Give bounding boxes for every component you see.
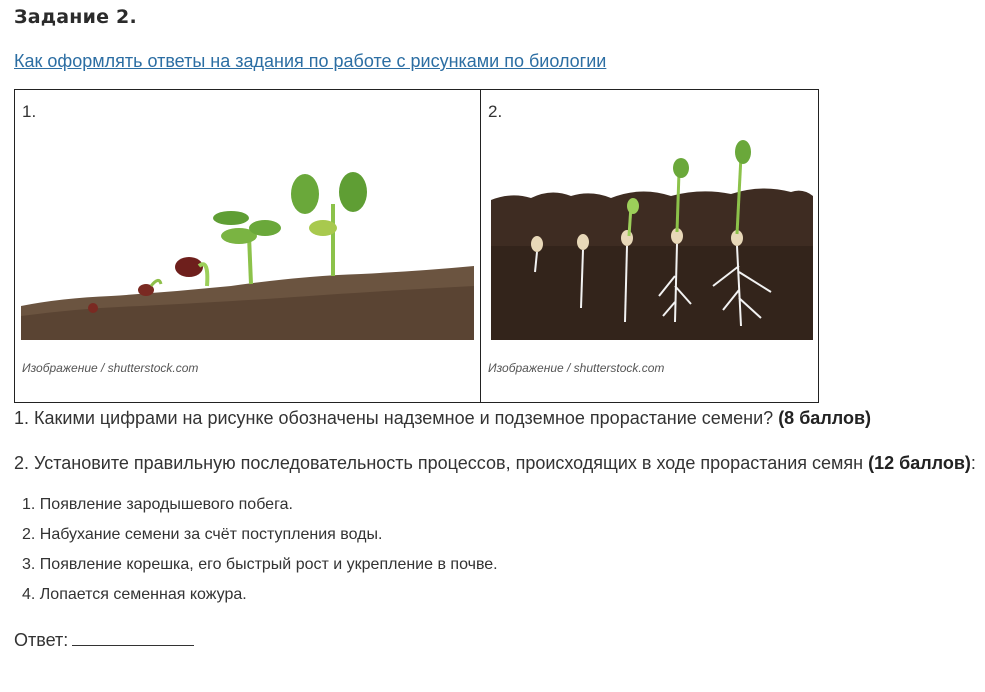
list-item: 4. Лопается семенная кожура.	[22, 586, 247, 603]
list-item: 3. Появление корешка, его быстрый рост и укрепление в почве.	[22, 556, 498, 573]
image-number: 2.	[488, 102, 503, 121]
answer-label: Ответ:	[14, 630, 69, 650]
question-text: 2. Установите правильную последовательность процессов, происходящих в ходе прорастания семян	[14, 453, 869, 473]
question-2	[14, 453, 976, 474]
question-points: (8 баллов)	[778, 408, 872, 428]
answer-blank-line[interactable]	[72, 627, 194, 646]
task-title: Задание 2.	[14, 6, 137, 28]
epigeal-germination-photo	[21, 126, 474, 340]
hypogeal-germination-photo	[491, 126, 813, 340]
question-suffix: :	[970, 453, 976, 473]
question-points: (12 баллов)	[868, 453, 971, 473]
question-text: 1. Какими цифрами на рисунке обозначены надземное и подземное прорастание семени?	[14, 408, 779, 428]
image-cell-1	[15, 90, 481, 402]
process-options-list	[22, 495, 498, 615]
images-table	[14, 89, 819, 403]
help-link[interactable]: Как оформлять ответы на задания по работе с рисунками по биологии	[14, 51, 607, 71]
image-cell-2	[481, 90, 818, 402]
image-number: 1.	[22, 102, 37, 121]
image-credit: Изображение / shutterstock.com	[488, 361, 665, 375]
answer-row	[14, 627, 194, 651]
image-credit: Изображение / shutterstock.com	[22, 361, 199, 375]
question-1	[14, 408, 871, 429]
list-item: 1. Появление зародышевого побега.	[22, 496, 293, 513]
list-item: 2. Набухание семени за счёт поступления воды.	[22, 526, 383, 543]
